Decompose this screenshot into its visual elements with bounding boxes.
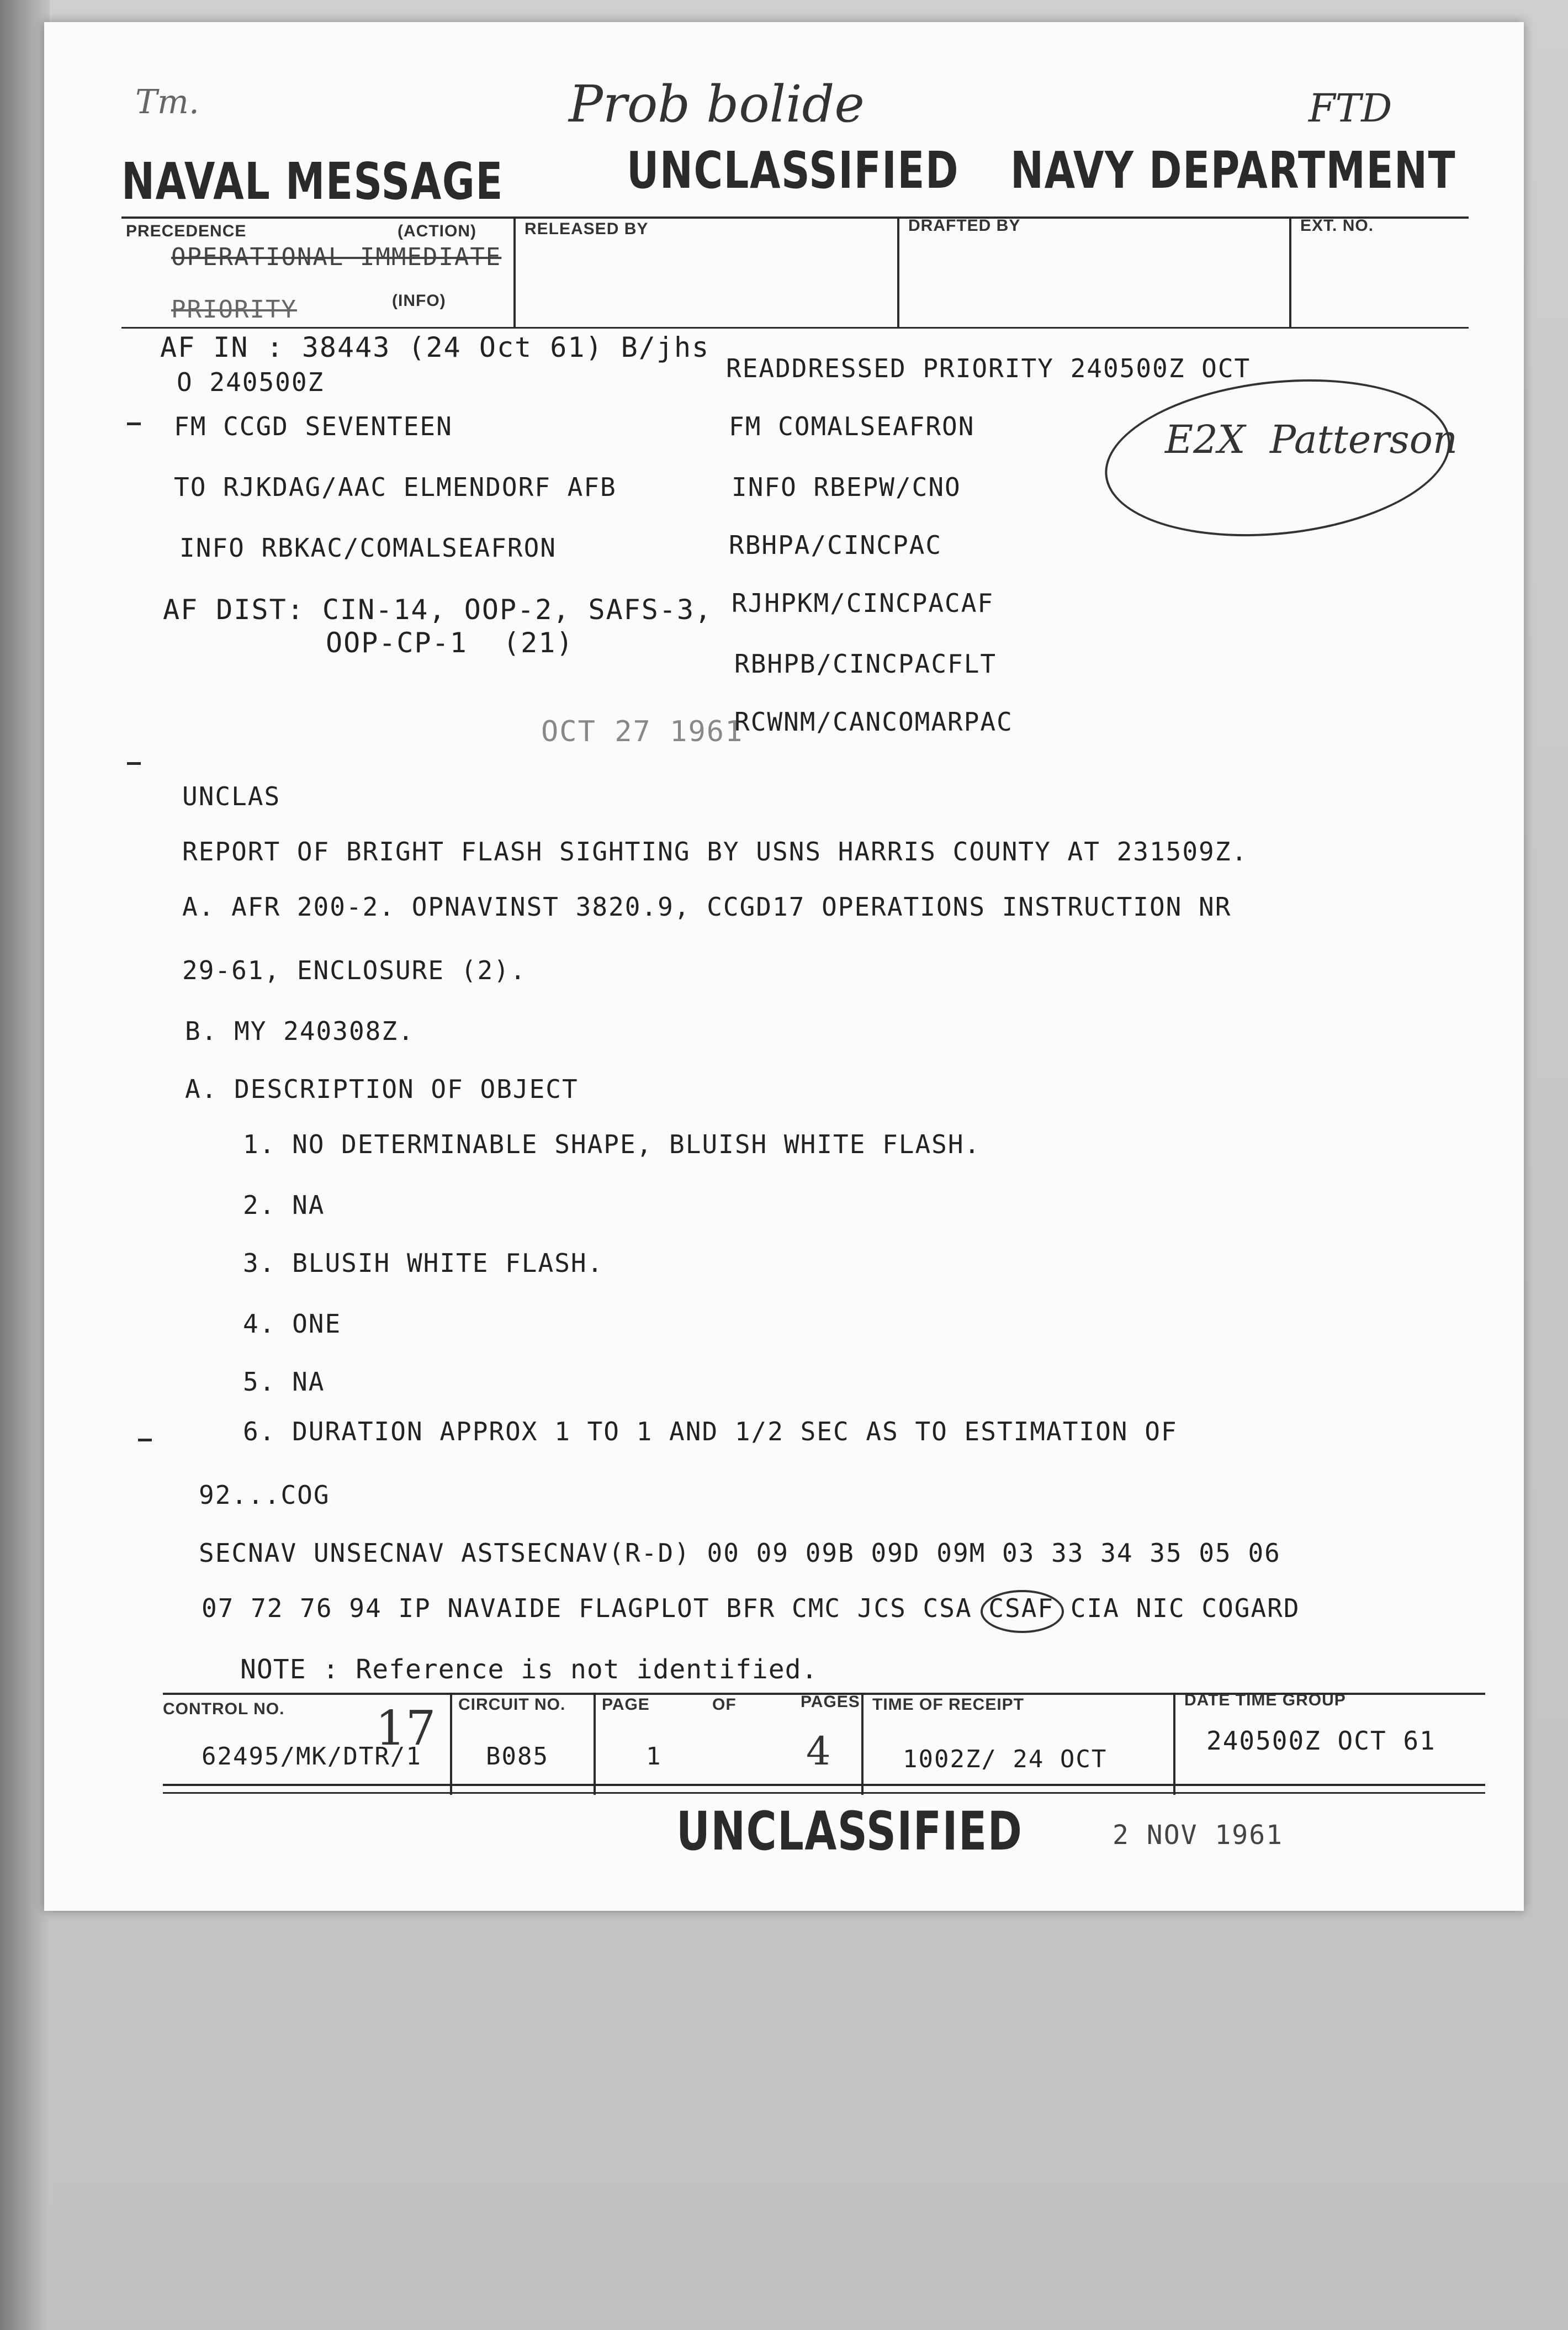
footer-unclassified: UNCLASSIFIED	[676, 1800, 1023, 1862]
footer-divider-3	[861, 1693, 864, 1795]
readdressed-info: INFO RBEPW/CNO	[732, 472, 961, 502]
body-section-a: A. DESCRIPTION OF OBJECT	[185, 1074, 579, 1104]
body-subject: REPORT OF BRIGHT FLASH SIGHTING BY USNS HARRIS COUNTY AT 231509Z.	[182, 837, 1248, 867]
date-time-group: 240500Z OCT 61	[1206, 1726, 1436, 1756]
body-reference-b: B. MY 240308Z.	[185, 1016, 415, 1046]
time-of-receipt: 1002Z/ 24 OCT	[903, 1745, 1108, 1773]
received-date-stamp: OCT 27 1961	[541, 715, 744, 748]
header-navy-department: NAVY DEPARTMENT	[1010, 141, 1456, 200]
body-item-3: 3. BLUSIH WHITE FLASH.	[243, 1248, 604, 1278]
footer-divider-2	[594, 1693, 596, 1795]
page-number: 1	[646, 1742, 662, 1771]
csaf-circle	[981, 1590, 1064, 1633]
body-item-2: 2. NA	[243, 1190, 325, 1220]
control-number: 62495/MK/DTR/1	[202, 1742, 422, 1771]
body-reference-a-1: A. AFR 200-2. OPNAVINST 3820.9, CCGD17 OPERATIONS INSTRUCTION NR	[182, 892, 1232, 922]
distribution-line-2	[202, 1593, 1300, 1623]
readdressed-addressee-3: RBHPA/CINCPAC	[729, 530, 942, 560]
form-bottom-rule	[121, 327, 1469, 329]
footer-divider-1	[450, 1693, 452, 1795]
body-item-5: 5. NA	[243, 1367, 325, 1397]
footer-bottom-rule-2	[163, 1792, 1485, 1794]
reference-note: NOTE : Reference is not identified.	[240, 1654, 818, 1685]
label-pages: PAGES	[801, 1693, 860, 1711]
readdressed-addressee-5: RBHPB/CINCPACFLT	[734, 649, 997, 679]
label-date-time-group: DATE TIME GROUP	[1184, 1691, 1346, 1709]
csaf-text: CSAF	[988, 1593, 1055, 1623]
body-item-4: 4. ONE	[243, 1309, 342, 1339]
body-item-6: 6. DURATION APPROX 1 TO 1 AND 1/2 SEC AS TO ESTIMATION OF	[243, 1417, 1178, 1446]
label-page: PAGE	[602, 1695, 650, 1714]
af-distribution-2: OOP-CP-1 (21)	[326, 627, 574, 659]
readdressed-addressee-4: RJHPKM/CINCPACAF	[732, 588, 994, 618]
margin-mark-3	[138, 1439, 152, 1441]
handwritten-e2x-patterson: E2X Patterson	[1165, 417, 1458, 462]
label-ext-no: EXT. NO.	[1300, 216, 1374, 235]
af-distribution-1: AF DIST: CIN-14, OOP-2, SAFS-3,	[163, 594, 713, 626]
margin-mark-1	[127, 422, 141, 425]
circuit-number: B085	[486, 1742, 549, 1771]
form-divider-2	[897, 216, 899, 327]
info-line: INFO RBKAC/COMALSEAFRON	[179, 533, 557, 563]
header-naval-message: NAVAL MESSAGE	[121, 152, 504, 211]
label-of: OF	[712, 1695, 737, 1714]
form-divider-3	[1289, 216, 1291, 327]
header-unclassified: UNCLASSIFIED	[627, 141, 960, 200]
scan-left-edge	[0, 0, 50, 2330]
footer-bottom-rule	[163, 1784, 1485, 1786]
naval-message-sheet	[44, 22, 1524, 1911]
precedence-dtg: O 240500Z	[177, 367, 325, 397]
label-info: (INFO)	[392, 292, 446, 310]
label-action: (ACTION)	[398, 222, 476, 240]
distribution-line-2-end: CIA NIC COGARD	[1070, 1593, 1300, 1623]
from-line: FM CCGD SEVENTEEN	[174, 411, 453, 441]
precedence-info-value: PRIORITY	[171, 295, 297, 324]
body-item-1: 1. NO DETERMINABLE SHAPE, BLUISH WHITE FLASH.	[243, 1129, 981, 1159]
handwritten-top-left: Tm.	[135, 83, 199, 121]
to-line: TO RJKDAG/AAC ELMENDORF AFB	[174, 472, 617, 502]
footer-date-stamp: 2 NOV 1961	[1113, 1820, 1283, 1851]
label-drafted-by: DRAFTED BY	[908, 216, 1021, 235]
handwritten-prob-bolide: Prob bolide	[569, 75, 865, 134]
distribution-line-2-start: 07 72 76 94 IP NAVAIDE FLAGPLOT BFR CMC JCS CSA	[202, 1593, 972, 1623]
body-continuation: 92...COG	[199, 1480, 330, 1510]
label-precedence: PRECEDENCE	[126, 222, 247, 240]
readdressed-line: READDRESSED PRIORITY 240500Z OCT	[726, 353, 1251, 383]
readdressed-from: FM COMALSEAFRON	[729, 411, 975, 441]
readdressed-addressee-6: RCWNM/CANCOMARPAC	[734, 707, 1013, 737]
label-time-of-receipt: TIME OF RECEIPT	[872, 1695, 1025, 1714]
circled-csaf	[988, 1593, 1054, 1623]
label-circuit-no: CIRCUIT NO.	[458, 1695, 566, 1714]
af-in-number: AF IN : 38443 (24 Oct 61) B/jhs	[160, 331, 710, 363]
body-classification: UNCLAS	[182, 781, 281, 811]
handwritten-ftd: FTD	[1309, 86, 1392, 131]
label-control-no: CONTROL NO.	[163, 1700, 285, 1718]
form-top-rule	[121, 216, 1469, 219]
distribution-line-1: SECNAV UNSECNAV ASTSECNAV(R-D) 00 09 09B 09D 09M 03 33 34 35 05 06	[199, 1538, 1281, 1568]
precedence-action-value: OPERATIONAL IMMEDIATE	[171, 243, 502, 271]
total-pages: 4	[806, 1729, 831, 1774]
margin-mark-2	[127, 762, 141, 765]
control-handwritten-number: 17	[375, 1701, 436, 1756]
form-divider-1	[513, 216, 516, 327]
footer-divider-4	[1173, 1693, 1175, 1795]
label-released-by: RELEASED BY	[525, 220, 649, 238]
body-reference-a-2: 29-61, ENCLOSURE (2).	[182, 955, 527, 985]
